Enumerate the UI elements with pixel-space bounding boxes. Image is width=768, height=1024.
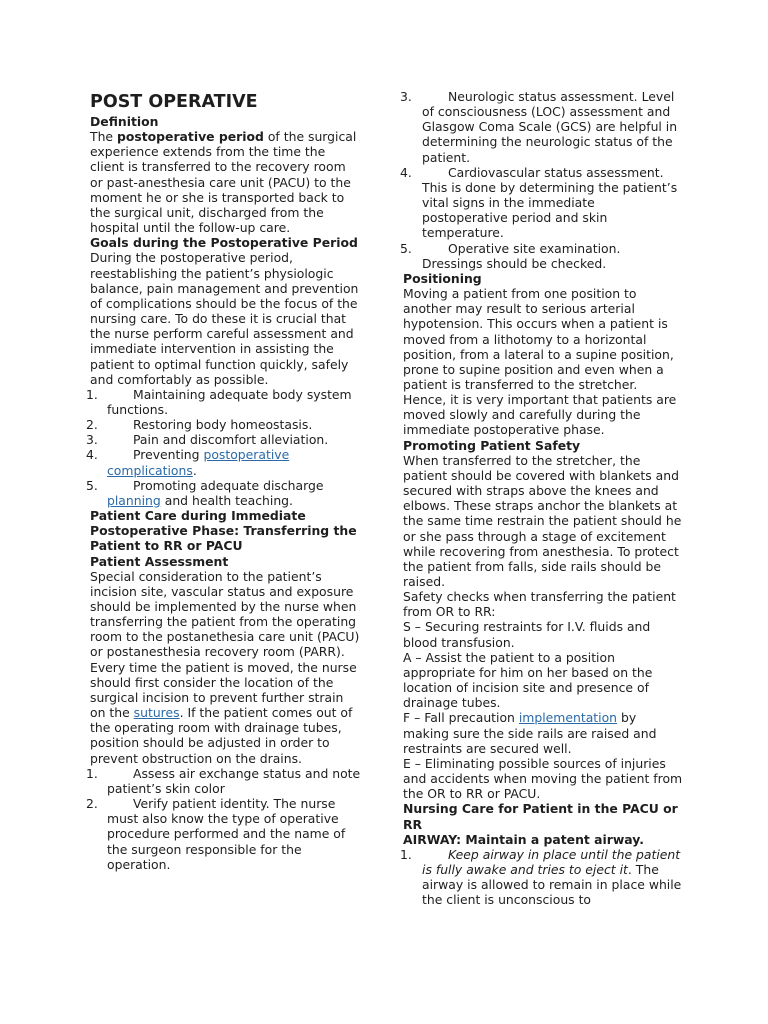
safety-check-f-text-end: by making sure the side rails are raised and restraints are secured well. xyxy=(403,710,657,756)
postoperative-complications-link[interactable]: postoperative complications xyxy=(107,447,290,478)
planning-link[interactable]: planning xyxy=(107,492,161,508)
patient-assessment-heading: Patient Assessment xyxy=(90,553,229,569)
list-item xyxy=(88,478,362,508)
safety-check-s: S – Securing restraints for I.V. fluids and blood transfusion. xyxy=(403,619,651,650)
list-item-emphasis: Keep airway in place until the patient is fully awake and tries to eject it xyxy=(422,846,681,877)
list-item-text: Verify patient identity. The nurse must also know the type of operative procedure performed and the name of the surgeon responsible for the operation. xyxy=(107,796,346,872)
list-number: 4. xyxy=(86,447,98,463)
patient-care-heading: Patient Care during Immediate Postoperative Phase: Transferring the Patient to RR or PACU xyxy=(90,508,357,554)
list-item-text: Pain and discomfort alleviation. xyxy=(133,432,329,448)
airway-list xyxy=(400,846,683,908)
nursing-care-heading: Nursing Care for Patient in the PACU or RR xyxy=(403,801,678,832)
assessment-text-start: Special consideration to the patient’s incision site, vascular status and exposure should be implemented by the nurse when transferring the patient from the operating room to the postanethesia care unit (PACU) or postanesthesia recovery room (PARR). Every time the patient is moved, the nurse should first consider the location of the surgical incision to prevent further strain on the xyxy=(90,568,360,721)
definition-heading: Definition xyxy=(90,114,159,129)
assessment-list xyxy=(86,765,362,872)
positioning-paragraph: Moving a patient from one position to another may result to serious arterial hypotension. This occurs when a patient is moved from a lithotomy to a horizontal position, from a lateral to a supine position, prone to supine position and even when a patient is transferred to the stretcher. Hence, it is very important that patients are moved slowly and carefully during the immediate postoperative phase. xyxy=(403,286,677,438)
list-number: 1. xyxy=(86,765,98,781)
list-item-text: Dressings should be checked. xyxy=(422,255,607,271)
definition-paragraph xyxy=(90,129,362,235)
list-number: 2. xyxy=(86,417,98,433)
list-item xyxy=(88,417,362,432)
safety-check-f xyxy=(403,710,683,755)
list-item xyxy=(88,796,362,872)
definition-text-start: The xyxy=(90,129,117,145)
list-item-text: Restoring body homeostasis. xyxy=(133,417,313,433)
list-item xyxy=(400,89,683,165)
list-number: 3. xyxy=(400,89,412,104)
assessment-list-continued xyxy=(400,89,683,271)
goals-list xyxy=(86,386,362,508)
list-item-text: Maintaining adequate body system functions. xyxy=(107,386,352,417)
assessment-text-end: . If the patient comes out of the operating room with drainage tubes, position should be adjusted in order to prevent obstruction on the drains. xyxy=(90,705,353,766)
list-item-text-end: and health teaching. xyxy=(160,492,293,508)
list-item-text: Assess air exchange status and note patient’s skin color xyxy=(107,765,361,796)
patient-safety-heading: Promoting Patient Safety xyxy=(403,437,581,453)
list-item-text: Preventing xyxy=(133,447,204,463)
definition-term: postoperative period xyxy=(116,129,264,145)
list-number: 1. xyxy=(86,386,98,402)
safety-check-f-text: F – Fall precaution xyxy=(403,710,519,726)
list-item-text: Level of consciousness (LOC) assessment and Glasgow Coma Scale (GCS) are helpful in determining the neurologic status of the patient. xyxy=(422,89,678,165)
list-item-text: . The airway is allowed to remain in place while the client is unconscious to xyxy=(422,861,682,908)
goals-heading: Goals during the Postoperative Period xyxy=(90,235,358,251)
list-item xyxy=(88,432,362,447)
list-number: 3. xyxy=(86,432,98,448)
page-title: POST OPERATIVE xyxy=(90,92,258,112)
list-number: 5. xyxy=(86,477,98,493)
list-item xyxy=(400,241,683,271)
list-number: 1. xyxy=(400,846,412,862)
list-item-label: Cardiovascular status assessment. xyxy=(448,164,664,180)
safety-check-a: A – Assist the patient to a position appropriate for him on her based on the location of incision site and presence of drainage tubes. xyxy=(403,649,653,711)
list-item xyxy=(400,847,683,908)
implementation-link[interactable]: implementation xyxy=(518,710,618,726)
list-item-text-end: . xyxy=(192,462,197,478)
list-number: 4. xyxy=(400,164,412,180)
list-item xyxy=(88,766,362,796)
list-item-label: Operative site examination. xyxy=(448,240,621,256)
airway-heading: AIRWAY: Maintain a patent airway. xyxy=(403,831,644,847)
list-item xyxy=(88,387,362,417)
positioning-heading: Positioning xyxy=(403,270,482,286)
sutures-link[interactable]: sutures xyxy=(133,705,180,721)
safety-check-e: E – Eliminating possible sources of injuries and accidents when moving the patient from the OR to RR or PACU. xyxy=(403,755,683,802)
list-item-label: Neurologic status assessment. xyxy=(448,89,638,104)
list-item-text: Promoting adequate discharge xyxy=(133,477,324,493)
list-number: 2. xyxy=(86,796,98,812)
definition-text-end: of the surgical experience extends from the time the client is transferred to the recovery room or past-anesthesia care unit (PACU) to the moment he or she is transported back to the surgical unit, discharged from the hospital until the follow-up care. xyxy=(90,129,357,236)
left-column xyxy=(86,89,362,872)
right-column xyxy=(400,89,683,908)
goals-paragraph: During the postoperative period, reestablishing the patient’s physiologic balance, pain management and prevention of complications should be the focus of the nursing care. To do these it is crucial that the nurse perform careful assessment and immediate intervention in assisting the patient to optimal function quickly, safely and comfortably as possible. xyxy=(90,250,359,387)
assessment-paragraph xyxy=(90,569,362,766)
safety-checks-intro: Safety checks when transferring the patient from OR to RR: xyxy=(403,589,676,620)
list-item-text: This is done by determining the patient’s vital signs in the immediate postoperative period and skin temperature. xyxy=(422,179,678,241)
list-item xyxy=(88,447,362,477)
safety-paragraph: When transferred to the stretcher, the patient should be covered with blankets and secured with straps above the knees and elbows. These straps anchor the blankets at the same time restrain the patient should he or she pass through a stage of excitement while recovering from anesthesia. To protect the patient from falls, side rails should be raised. xyxy=(403,452,682,589)
list-item xyxy=(400,165,683,241)
list-number: 5. xyxy=(400,240,412,256)
